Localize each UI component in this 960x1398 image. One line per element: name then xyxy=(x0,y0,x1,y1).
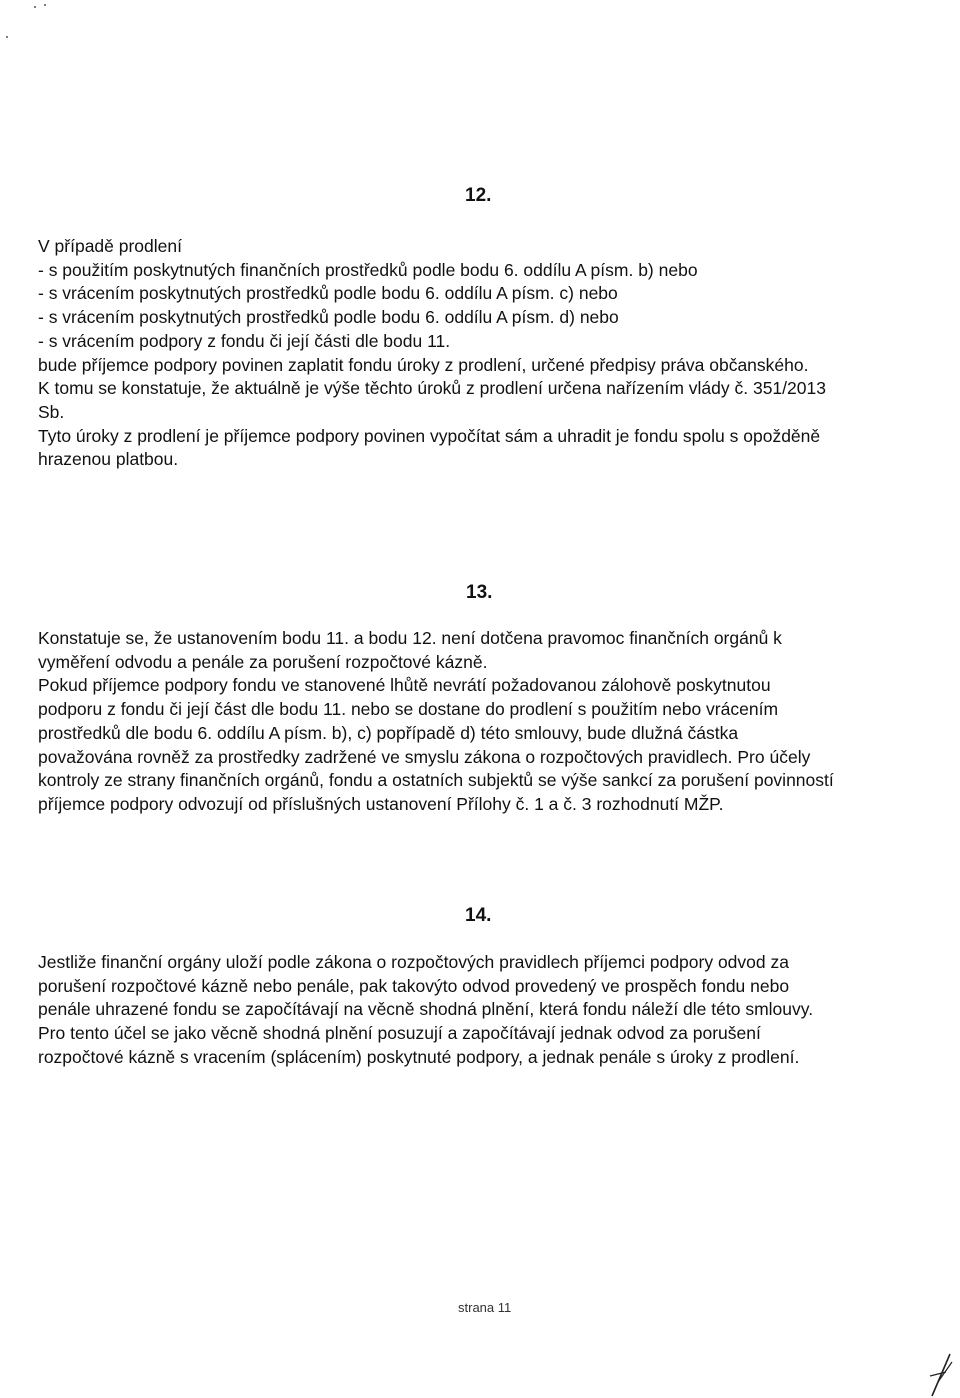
handwritten-initials-signature xyxy=(926,1352,956,1398)
section-13-number: 13. xyxy=(466,582,493,603)
paragraph-line: Tyto úroky z prodlení je příjemce podpory povinen vypočítat sám a uhradit je fondu spolu s opožděně xyxy=(38,425,821,446)
paragraph-line: - s vrácením poskytnutých prostředků podle bodu 6. oddílu A písm. c) nebo xyxy=(38,283,618,304)
paragraph-line: považována rovněž za prostředky zadržené ve smyslu zákona o rozpočtových pravidlech. Pro účely xyxy=(38,746,811,767)
paragraph-line: Pro tento účel se jako věcně shodná plnění posuzují a započítávají jednak odvod za porušení xyxy=(38,1023,761,1044)
section-13-body xyxy=(38,627,928,817)
paragraph-line: hrazenou platbou. xyxy=(38,449,179,470)
section-12-body xyxy=(38,235,928,472)
paragraph-line: bude příjemce podpory povinen zaplatit fondu úroky z prodlení, určené předpisy práva občanského. xyxy=(38,354,809,375)
paragraph-line: příjemce podpory odvozují od příslušných ustanovení Přílohy č. 1 a č. 3 rozhodnutí MŽP. xyxy=(38,793,724,814)
scan-speck xyxy=(44,4,46,6)
paragraph-line: - s použitím poskytnutých finančních prostředků podle bodu 6. oddílu A písm. b) nebo xyxy=(38,259,698,280)
paragraph-line: Jestliže finanční orgány uloží podle zákona o rozpočtových pravidlech příjemci podpory odvod za xyxy=(38,952,789,972)
scan-speck xyxy=(34,6,36,8)
paragraph-line: rozpočtové kázně s vracením (splácením) poskytnuté podpory, a jednak penále s úroky z prodlení. xyxy=(38,1046,800,1067)
paragraph-line: podporu z fondu či její část dle bodu 11. nebo se dostane do prodlení s použitím nebo vrácením xyxy=(38,699,779,720)
paragraph-line: penále uhrazené fondu se započítávají na věcně shodná plnění, která fondu náleží dle této smlouvy. xyxy=(38,999,814,1020)
paragraph-line: vyměření odvodu a penále za porušení rozpočtové kázně. xyxy=(38,651,488,672)
paragraph-line: V případě prodlení xyxy=(38,236,182,256)
paragraph-line: Konstatuje se, že ustanovením bodu 11. a bodu 12. není dotčena pravomoc finančních orgánů k xyxy=(38,628,782,648)
paragraph-line: Pokud příjemce podpory fondu ve stanovené lhůtě nevrátí požadovanou zálohově poskytnutou xyxy=(38,675,771,696)
paragraph-line: - s vrácením poskytnutých prostředků podle bodu 6. oddílu A písm. d) nebo xyxy=(38,307,619,328)
paragraph-line: - s vrácením podpory z fondu či její části dle bodu 11. xyxy=(38,330,451,351)
paragraph-line: K tomu se konstatuje, že aktuálně je výše těchto úroků z prodlení určena nařízením vlády č. 351/2013 xyxy=(38,378,826,399)
section-14-body xyxy=(38,951,928,1070)
page-number: strana 11 xyxy=(458,1300,512,1315)
section-14-number: 14. xyxy=(465,905,492,926)
paragraph-line: porušení rozpočtové kázně nebo penále, pak takovýto odvod provedený ve prospěch fondu nebo xyxy=(38,975,790,996)
paragraph-line: prostředků dle bodu 6. oddílu A písm. b), c) popřípadě d) této smlouvy, bude dlužná částka xyxy=(38,722,739,743)
section-12-number: 12. xyxy=(465,185,492,206)
scan-speck xyxy=(6,36,8,38)
paragraph-line: Sb. xyxy=(38,401,65,422)
paragraph-line: kontroly ze strany finančních orgánů, fondu a ostatních subjektů se výše sankcí za porušení povinností xyxy=(38,770,834,791)
